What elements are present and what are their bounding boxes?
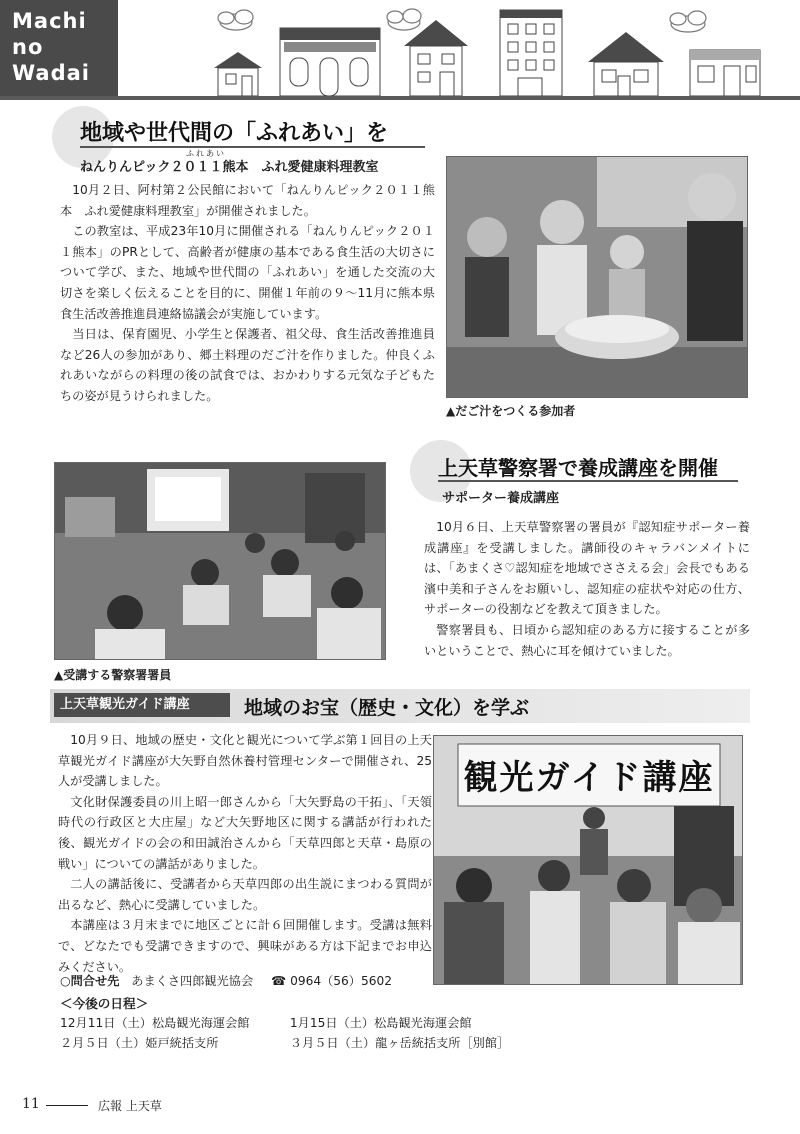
article1-body xyxy=(60,180,435,407)
schedule-table xyxy=(60,1013,509,1053)
article1-title-rule xyxy=(80,146,425,148)
corner-line-3: Wadai xyxy=(12,61,90,85)
article1-caption: ▲だご汁をつくる参加者 xyxy=(446,404,576,418)
schedule-item: ３月５日（土）龍ヶ岳統括支所［別館］ xyxy=(289,1036,510,1050)
footer-line xyxy=(46,1105,88,1106)
header-rule xyxy=(0,96,800,100)
article1-paragraph: 10月２日、阿村第２公民館において「ねんりんピック２０１１熊本 ふれ愛健康料理教室」が開催されました。 xyxy=(60,183,435,218)
banner-text: 観光ガイド講座 xyxy=(463,758,715,798)
article3-body xyxy=(58,730,432,977)
contact-tel: ☎ 0964（56）5602 xyxy=(271,974,392,988)
article1-subtitle: ねんりんピック２０１１熊本 ふれ愛健康料理教室 xyxy=(80,160,379,175)
guide-lecture-photo xyxy=(433,735,743,985)
contact-line xyxy=(60,972,392,989)
schedule-title: ＜今後の日程＞ xyxy=(60,996,149,1011)
article1-paragraph: この教室は、平成23年10月に開催される「ねんりんピック２０１１熊本」のPRとして、高齢者が健康の基本である食生活の大切さについて学び、また、地域や世代間の「ふれあい」を通した交流の大切さを楽しく伝えることを目的に、開催１年前の９～11月に熊本県食生活改善推進員連絡協議会が実施しています。 xyxy=(60,224,435,321)
article1-title: 地域や世代間の「ふれあい」を xyxy=(80,121,389,146)
article3-title: 地域のお宝（歴史・文化）を学ぶ xyxy=(244,697,530,719)
article3-paragraph: 本講座は３月末までに地区ごとに計６回開催します。受講は無料で、どなたでも受講できますので、興味がある方は下記までお申込みください。 xyxy=(58,918,432,974)
schedule-row xyxy=(60,1033,509,1053)
article2-title: 上天草警察署で養成講座を開催 xyxy=(438,456,718,480)
article2-title-rule xyxy=(438,480,738,482)
article2-paragraph: 警察署員も、日頃から認知症のある方に接することが多いということで、熱心に耳を傾けていました。 xyxy=(424,622,750,658)
town-illustration xyxy=(118,0,800,96)
cooking-class-photo xyxy=(446,156,748,398)
article2-caption: ▲受講する警察署署員 xyxy=(54,668,172,682)
article2-body xyxy=(424,517,750,661)
schedule-item: ２月５日（土）姫戸統括支所 xyxy=(60,1036,219,1050)
article1-paragraph: 当日は、保育園児、小学生と保護者、祖父母、食生活改善推進員など26人の参加があり、郷土料理のだご汁を作りました。仲良くふれあいながらの料理の後の試食では、おかわりする元気な子どもたちの姿が見うけられました。 xyxy=(60,327,435,403)
article2-subtitle: サポーター養成講座 xyxy=(442,491,560,506)
article1-ruby: ふれあい xyxy=(186,149,226,158)
article3-paragraph: 文化財保護委員の川上昭一郎さんから「大矢野島の干拓」、「天領時代の行政区と大庄屋」など大矢野地区に関する講話が行われた後、観光ガイドの会の和田誠治さんから「天草四郎と天草・島原の戦い」についての講話がありました。 xyxy=(58,794,432,871)
schedule-item: 1月15日（土）松島観光海運会館 xyxy=(289,1016,472,1030)
article3-paragraph: 10月９日、地域の歴史・文化と観光について学ぶ第１回目の上天草観光ガイド講座が大矢野自然休養村管理センターで開催され、25人が受講しました。 xyxy=(58,733,432,789)
page-number: 11 xyxy=(22,1096,40,1112)
publication-name: 広報 上天草 xyxy=(98,1099,162,1113)
article3-paragraph: 二人の講話後に、受講者から天草四郎の出生説にまつわる質問が出るなど、熱心に受講していました。 xyxy=(58,877,432,912)
article2-paragraph: 10月６日、上天草警察署の署員が『認知症サポーター養成講座』を受講しました。講師役のキャラバンメイトには、「あまくさ♡認知症を地域でささえる会」会長でもある濱中美和子さんをお願いし、認知症の症状や対応の仕方、サポーターの役割などを教えて頂きました。 xyxy=(424,520,750,617)
police-lecture-photo xyxy=(54,462,386,660)
corner-line-2: no xyxy=(12,35,44,59)
corner-line-1: Machi xyxy=(12,9,87,33)
machi-no-wadai-label xyxy=(0,0,118,96)
page-header xyxy=(0,0,800,100)
schedule-item: 12月11日（土）松島観光海運会館 xyxy=(60,1016,250,1030)
article3-tag: 上天草観光ガイド講座 xyxy=(54,693,230,717)
contact-label: ○問合せ先 xyxy=(60,974,120,988)
contact-org: あまくさ四郎観光協会 xyxy=(131,974,254,988)
schedule-row xyxy=(60,1013,509,1033)
